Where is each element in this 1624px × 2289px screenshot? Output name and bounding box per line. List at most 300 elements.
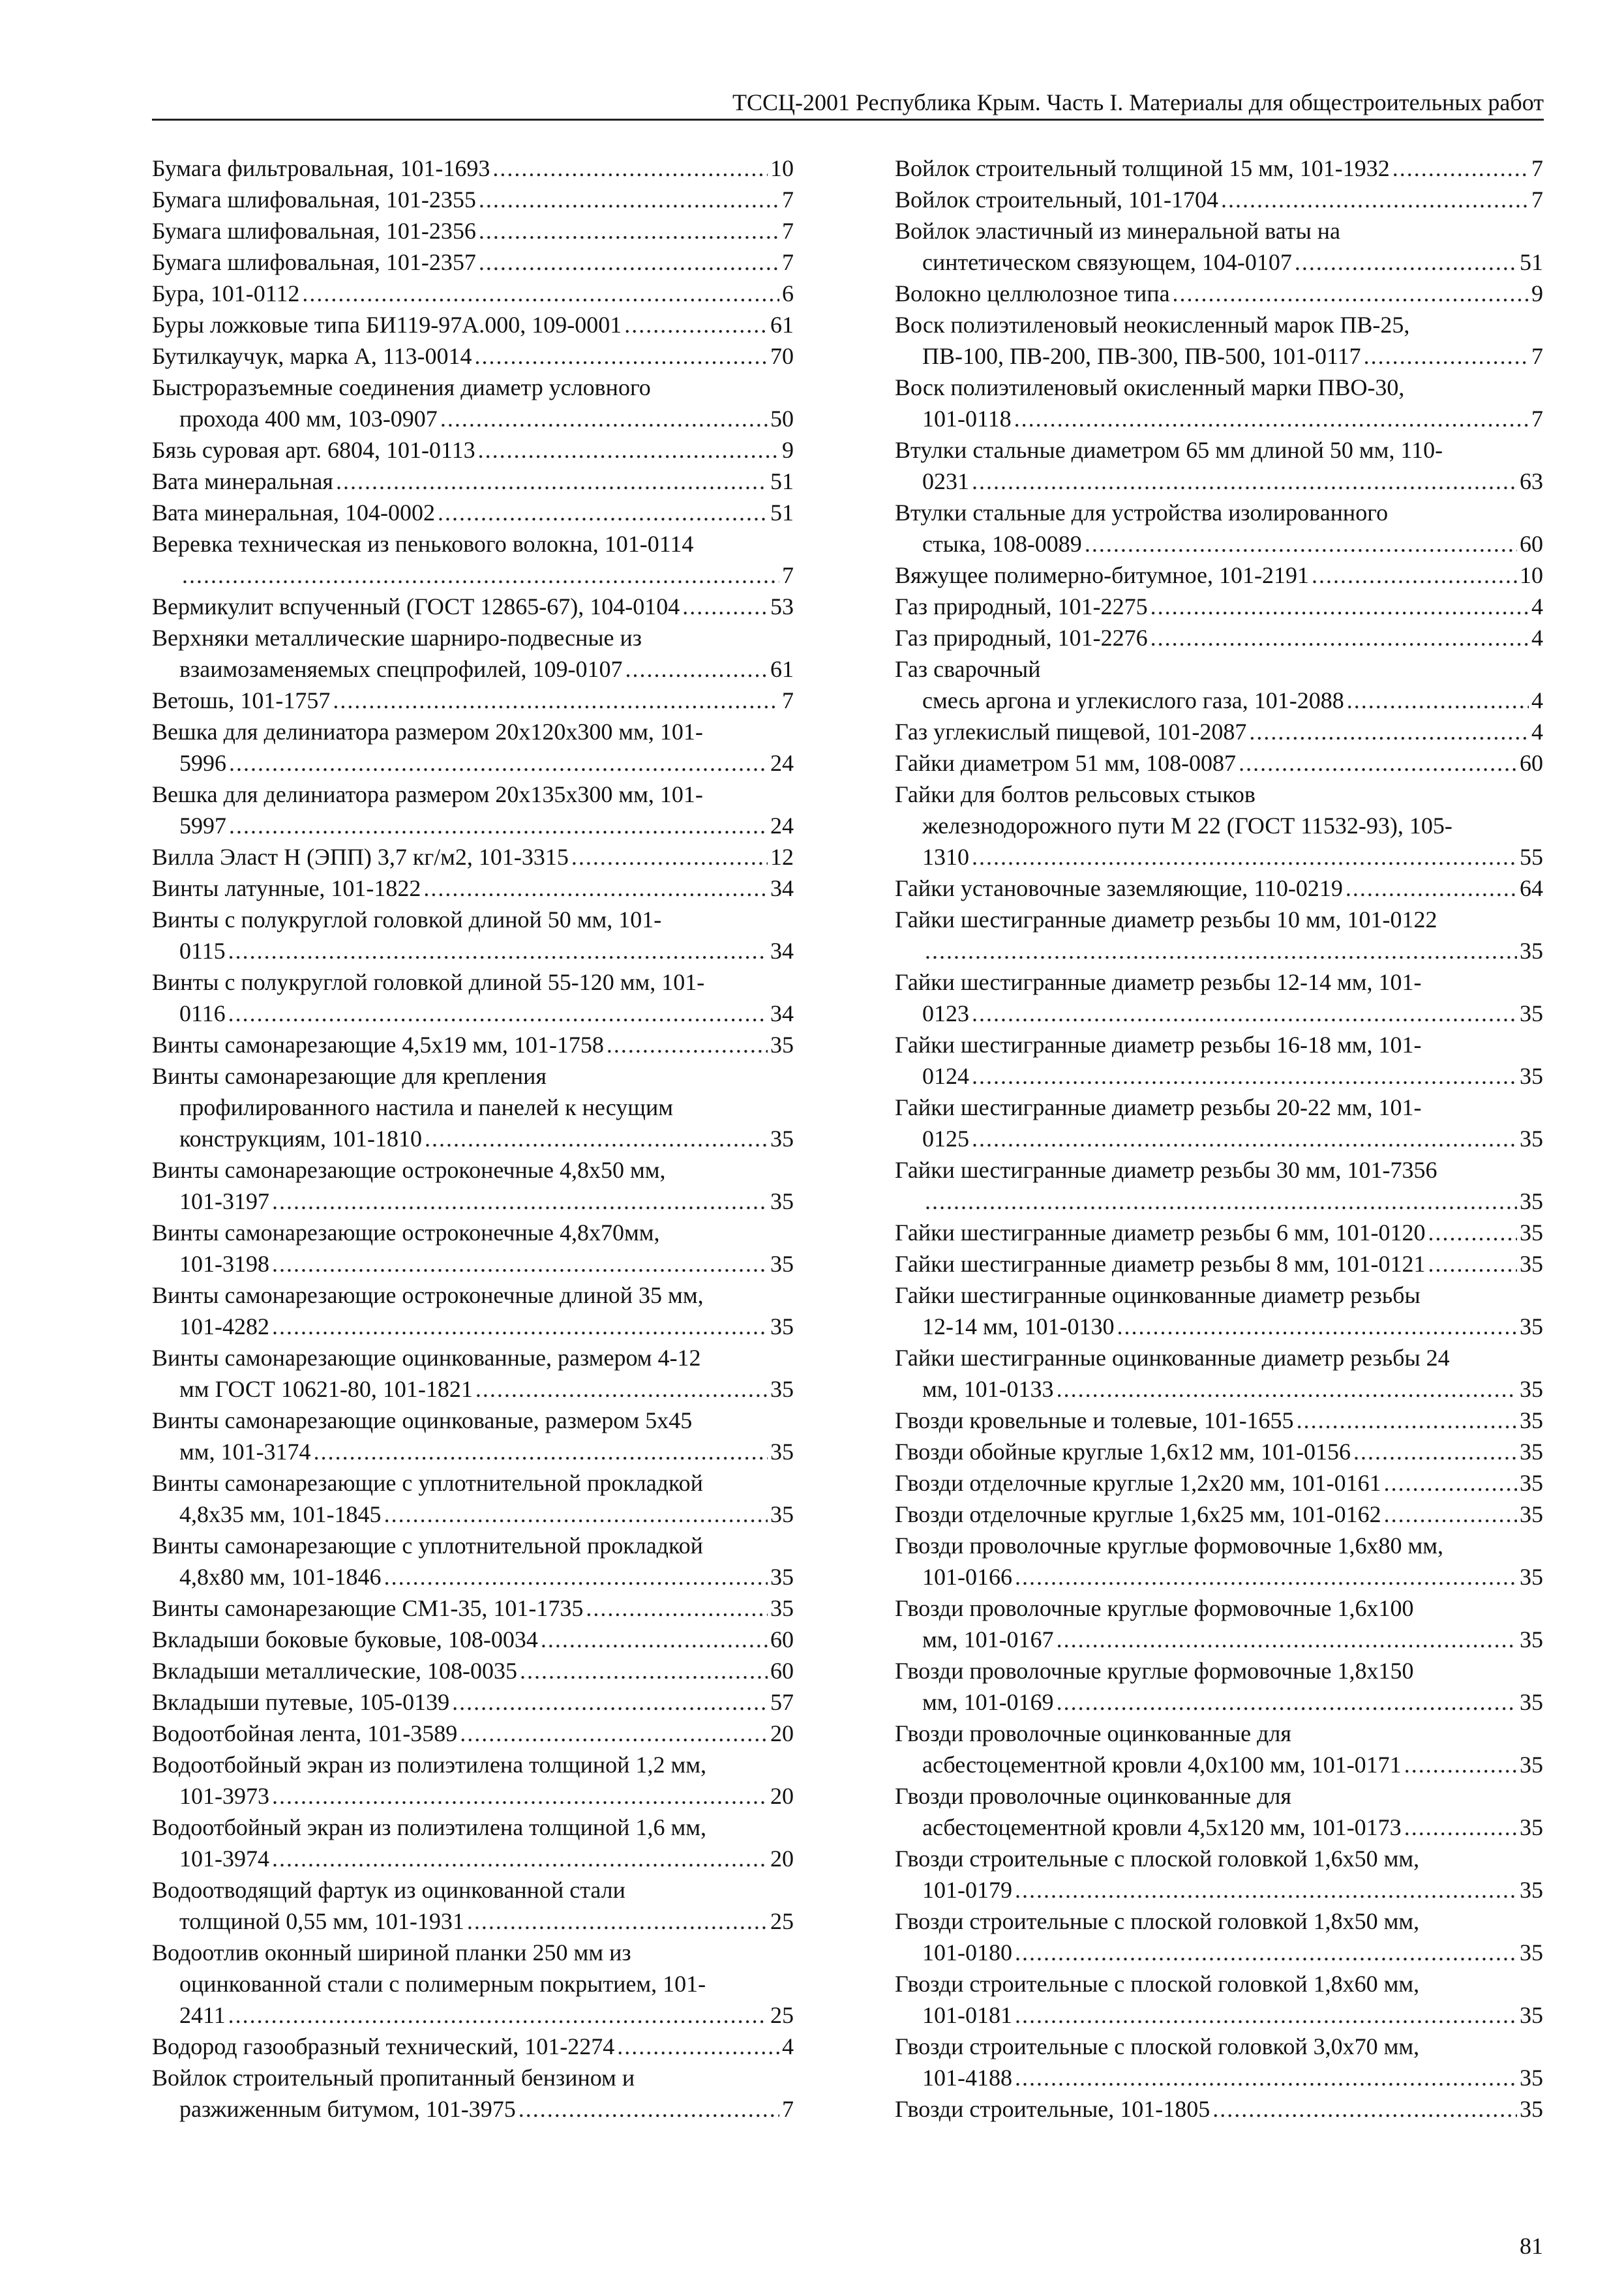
- entry-page-number: 60: [770, 1626, 794, 1653]
- entry-text: мм, 101-0167: [922, 1626, 1054, 1653]
- dot-leader: [1353, 1436, 1517, 1467]
- entry-line: [895, 1154, 1543, 1186]
- entry-page-number: 34: [770, 1000, 794, 1026]
- dot-leader: [972, 1060, 1517, 1092]
- entry-line: [895, 1405, 1543, 1436]
- entry-continuation-line: [895, 1561, 1543, 1593]
- entry-page-number: 53: [770, 593, 794, 620]
- entry-text: Газ природный, 101-2276: [895, 625, 1148, 651]
- index-entry: [152, 966, 794, 1029]
- index-entry: [895, 1906, 1543, 1968]
- dot-leader: [1015, 1561, 1517, 1593]
- entry-text: Гвозди проволочные круглые формовочные 1,6х80 мм,: [895, 1533, 1444, 1559]
- entry-text: 0231: [922, 468, 969, 494]
- entry-page-number: 7: [782, 2096, 794, 2122]
- entry-page-number: 7: [1531, 406, 1543, 432]
- dot-leader: [1428, 1217, 1517, 1248]
- entry-text: Винты самонарезающие для крепления: [152, 1063, 547, 1089]
- entry-text: мм, 101-0169: [922, 1689, 1054, 1715]
- entry-text: Бумага шлифовальная, 101-2357: [152, 249, 476, 275]
- entry-page-number: 55: [1520, 844, 1543, 870]
- dot-leader: [475, 1373, 768, 1405]
- index-entry: [895, 434, 1543, 497]
- entry-page-number: 61: [770, 656, 794, 682]
- entry-text: взаимозаменяемых спецпрофилей, 109-0107: [179, 656, 623, 682]
- entry-page-number: 35: [1520, 1626, 1543, 1653]
- dot-leader: [1428, 1248, 1517, 1279]
- entry-page-number: 35: [1520, 1752, 1543, 1778]
- index-entry: [895, 904, 1543, 966]
- entry-page-number: 60: [1520, 750, 1543, 776]
- entry-text: конструкциям, 101-1810: [179, 1126, 422, 1152]
- index-entry: [152, 434, 794, 466]
- dot-leader: [452, 1686, 768, 1718]
- dot-leader: [682, 591, 768, 622]
- entry-text: Ветошь, 101-1757: [152, 687, 331, 713]
- index-entry: [152, 215, 794, 247]
- dot-leader: [272, 1248, 768, 1279]
- entry-page-number: 4: [782, 2033, 794, 2059]
- entry-page-number: 51: [770, 500, 794, 526]
- entry-page-number: 7: [782, 249, 794, 275]
- entry-line: [895, 215, 1543, 247]
- entry-line: [895, 278, 1543, 309]
- entry-page-number: 4: [1531, 593, 1543, 620]
- entry-line: [895, 747, 1543, 779]
- entry-line: [152, 528, 794, 560]
- entry-line: [895, 1092, 1543, 1123]
- entry-line: [895, 904, 1543, 935]
- entry-continuation-line: [152, 1906, 794, 1937]
- dot-leader: [272, 1311, 768, 1342]
- dot-leader: [1015, 1999, 1517, 2031]
- entry-text: Гайки шестигранные диаметр резьбы 12-14 мм, 101-: [895, 969, 1422, 995]
- entry-text: Вкладыши путевые, 105-0139: [152, 1689, 450, 1715]
- dot-leader: [972, 466, 1517, 497]
- entry-text: асбестоцементной кровли 4,5х120 мм, 101-0173: [922, 1814, 1402, 1840]
- entry-text: Гайки шестигранные диаметр резьбы 8 мм, 101-0121: [895, 1251, 1426, 1277]
- entry-continuation-line: [895, 1311, 1543, 1342]
- entry-text: Водоотбойный экран из полиэтилена толщиной 1,6 мм,: [152, 1814, 707, 1840]
- dot-leader: [972, 841, 1517, 873]
- entry-continuation-line: [152, 810, 794, 841]
- entry-page-number: 35: [1520, 1877, 1543, 1903]
- index-entry: [152, 1812, 794, 1874]
- entry-page-number: 7: [782, 218, 794, 244]
- entry-text: Втулки стальные диаметром 65 мм длиной 50 мм, 110-: [895, 437, 1443, 463]
- index-entry: [895, 873, 1543, 904]
- entry-line: [152, 1593, 794, 1624]
- entry-text: 0124: [922, 1063, 969, 1089]
- entry-text: Войлок эластичный из минеральной ваты на: [895, 218, 1340, 244]
- entry-text: 101-3197: [179, 1188, 269, 1214]
- entry-text: мм, 101-3174: [179, 1439, 311, 1465]
- entry-text: Гвозди отделочные круглые 1,2х20 мм, 101-0161: [895, 1470, 1381, 1496]
- entry-line: [895, 2031, 1543, 2062]
- dot-leader: [607, 1029, 768, 1060]
- entry-line: [895, 2093, 1543, 2125]
- entry-page-number: 34: [770, 938, 794, 964]
- entry-text: Винты самонарезающие СМ1-35, 101-1735: [152, 1595, 584, 1621]
- index-entry: [895, 1843, 1543, 1906]
- entry-continuation-line: [895, 998, 1543, 1029]
- entry-page-number: 10: [770, 155, 794, 181]
- index-entry: [152, 716, 794, 779]
- entry-page-number: 61: [770, 312, 794, 338]
- entry-page-number: 35: [1520, 1219, 1543, 1246]
- entry-text: Винты латунные, 101-1822: [152, 875, 421, 901]
- entry-text: Гайки шестигранные оцинкованные диаметр резьбы: [895, 1282, 1421, 1308]
- entry-text: Воск полиэтиленовый окисленный марки ПВО-30,: [895, 374, 1405, 400]
- index-entry: [895, 1092, 1543, 1154]
- dot-leader: [1117, 1311, 1517, 1342]
- dot-leader: [272, 1843, 768, 1874]
- entry-text: Вата минеральная, 104-0002: [152, 500, 435, 526]
- index-entry: [152, 622, 794, 685]
- entry-text: Гвозди строительные, 101-1805: [895, 2096, 1210, 2122]
- index-entry: [895, 1342, 1543, 1405]
- entry-text: мм, 101-0133: [922, 1376, 1054, 1402]
- index-entry: [895, 278, 1543, 309]
- entry-text: 5996: [179, 750, 226, 776]
- index-entry: [152, 1342, 794, 1405]
- entry-text: Вешка для делиниатора размером 20х120х300 мм, 101-: [152, 719, 703, 745]
- entry-page-number: 35: [770, 1126, 794, 1152]
- entry-text: Водоотводящий фартук из оцинкованной стали: [152, 1877, 625, 1903]
- index-entry: [152, 153, 794, 184]
- entry-continuation-line: [152, 1436, 794, 1467]
- entry-page-number: 35: [1520, 1251, 1543, 1277]
- index-entry: [895, 372, 1543, 434]
- entry-page-number: 51: [770, 468, 794, 494]
- index-entry: [895, 1248, 1543, 1279]
- entry-page-number: 35: [1520, 2065, 1543, 2091]
- index-entry: [895, 215, 1543, 278]
- entry-page-number: 63: [1520, 468, 1543, 494]
- index-entry: [895, 1217, 1543, 1248]
- dot-leader: [972, 1123, 1517, 1154]
- dot-leader: [925, 935, 1517, 966]
- entry-text: 101-4282: [179, 1313, 269, 1339]
- index-entry: [152, 1029, 794, 1060]
- index-entry: [895, 1530, 1543, 1593]
- entry-continuation-line: [152, 1843, 794, 1874]
- entry-line: [895, 560, 1543, 591]
- entry-line: [895, 591, 1543, 622]
- entry-page-number: 35: [770, 1251, 794, 1277]
- entry-continuation-line: [152, 653, 794, 685]
- entry-continuation-line: [895, 1812, 1543, 1843]
- dot-leader: [492, 153, 768, 184]
- index-entry: [152, 247, 794, 278]
- index-entry: [895, 1968, 1543, 2031]
- entry-text: ПВ-100, ПВ-200, ПВ-300, ПВ-500, 101-0117: [922, 343, 1361, 369]
- index-entry: [152, 1405, 794, 1467]
- entry-continuation-line: [895, 1749, 1543, 1780]
- entry-text: смесь аргона и углекислого газа, 101-2088: [922, 687, 1344, 713]
- index-entry: [895, 1499, 1543, 1530]
- dot-leader: [478, 434, 779, 466]
- entry-page-number: 9: [1531, 280, 1543, 307]
- index-entry: [152, 591, 794, 622]
- dot-leader: [1404, 1749, 1517, 1780]
- entry-text: Гвозди строительные с плоской головкой 1,6х50 мм,: [895, 1846, 1420, 1872]
- index-entry: [895, 716, 1543, 747]
- entry-line: [152, 1060, 794, 1092]
- entry-page-number: 64: [1520, 875, 1543, 901]
- entry-page-number: 35: [1520, 1376, 1543, 1402]
- entry-page-number: 20: [770, 1783, 794, 1809]
- entry-line: [895, 309, 1543, 340]
- entry-line: [152, 309, 794, 340]
- entry-text: 0116: [179, 1000, 226, 1026]
- entry-continuation-line: [152, 403, 794, 434]
- dot-leader: [541, 1624, 768, 1655]
- index-entry: [895, 497, 1543, 560]
- entry-text: Бура, 101-0112: [152, 280, 300, 307]
- entry-text: разжиженным битумом, 101-3975: [179, 2096, 516, 2122]
- entry-line: [152, 779, 794, 810]
- entry-text: Бутилкаучук, марка А, 113-0014: [152, 343, 472, 369]
- entry-continuation-line: [152, 2093, 794, 2125]
- entry-text: Водород газообразный технический, 101-2274: [152, 2033, 615, 2059]
- index-entry: [152, 873, 794, 904]
- entry-line: [152, 966, 794, 998]
- entry-text: Вермикулит вспученный (ГОСТ 12865-67), 104-0104: [152, 593, 680, 620]
- entry-page-number: 24: [770, 813, 794, 839]
- entry-text: железнодорожного пути М 22 (ГОСТ 11532-93), 105-: [922, 813, 1452, 839]
- entry-text: Гайки шестигранные оцинкованные диаметр резьбы 24: [895, 1345, 1450, 1371]
- entry-page-number: 35: [1520, 1313, 1543, 1339]
- entry-text: Гайки шестигранные диаметр резьбы 30 мм, 101-7356: [895, 1157, 1437, 1183]
- index-entry: [152, 1217, 794, 1279]
- entry-text: 101-3973: [179, 1783, 269, 1809]
- entry-page-number: 34: [770, 875, 794, 901]
- entry-page-number: 7: [1531, 187, 1543, 213]
- entry-text: Винты самонарезающие остроконечные длиной 35 мм,: [152, 1282, 704, 1308]
- dot-leader: [1364, 340, 1529, 372]
- entry-page-number: 35: [1520, 2002, 1543, 2028]
- entry-text: Винты с полукруглой головкой длиной 55-120 мм, 101-: [152, 969, 705, 995]
- page-number: 81: [1520, 2233, 1543, 2259]
- entry-continuation-line: [895, 1060, 1543, 1092]
- index-entry: [152, 309, 794, 340]
- entry-page-number: 35: [1520, 1470, 1543, 1496]
- entry-continuation-line: [152, 560, 794, 591]
- dot-leader: [1346, 873, 1517, 904]
- dot-leader: [1312, 560, 1517, 591]
- dot-leader: [1015, 2062, 1517, 2093]
- dot-leader: [336, 466, 768, 497]
- dot-leader: [571, 841, 768, 873]
- entry-text: 101-4188: [922, 2065, 1012, 2091]
- entry-continuation-line: [895, 466, 1543, 497]
- entry-line: [895, 1843, 1543, 1874]
- entry-page-number: 35: [1520, 1564, 1543, 1590]
- entry-page-number: 9: [782, 437, 794, 463]
- entry-page-number: 35: [1520, 1126, 1543, 1152]
- entry-continuation-line: [895, 1874, 1543, 1906]
- entry-text: Вкладыши боковые буковые, 108-0034: [152, 1626, 538, 1653]
- entry-line: [152, 1029, 794, 1060]
- entry-text: профилированного настила и панелей к несущим: [179, 1094, 674, 1120]
- entry-line: [152, 1812, 794, 1843]
- entry-text: Гвозди обойные круглые 1,6х12 мм, 101-0156: [895, 1439, 1351, 1465]
- entry-text: 0123: [922, 1000, 969, 1026]
- entry-continuation-line: [895, 1123, 1543, 1154]
- index-entry: [152, 372, 794, 434]
- entry-text: Войлок строительный пропитанный бензином и: [152, 2065, 635, 2091]
- entry-line: [895, 184, 1543, 215]
- entry-text: Гайки для болтов рельсовых стыков: [895, 781, 1256, 807]
- entry-text: Бязь суровая арт. 6804, 101-0113: [152, 437, 475, 463]
- index-entry: [152, 779, 794, 841]
- dot-leader: [624, 309, 768, 340]
- entry-page-number: 7: [1531, 343, 1543, 369]
- entry-text: Гайки шестигранные диаметр резьбы 20-22 мм, 101-: [895, 1094, 1422, 1120]
- dot-leader: [425, 1123, 768, 1154]
- entry-text: Гвозди строительные с плоской головкой 1,8х50 мм,: [895, 1908, 1420, 1934]
- entry-page-number: 35: [1520, 1439, 1543, 1465]
- entry-text: Вкладыши металлические, 108-0035: [152, 1658, 518, 1684]
- entry-page-number: 35: [1520, 1939, 1543, 1966]
- entry-text: Гвозди проволочные оцинкованные для: [895, 1720, 1291, 1746]
- entry-continuation-line: [152, 998, 794, 1029]
- dot-leader: [1015, 1874, 1517, 1906]
- entry-text: 0115: [179, 938, 226, 964]
- entry-line: [152, 1342, 794, 1373]
- dot-leader: [1014, 403, 1529, 434]
- entry-text: Гвозди кровельные и толевые, 101-1655: [895, 1407, 1294, 1433]
- entry-line: [895, 966, 1543, 998]
- index-entry: [895, 747, 1543, 779]
- dot-leader: [1392, 153, 1529, 184]
- dot-leader: [467, 1906, 768, 1937]
- dot-leader: [228, 935, 768, 966]
- entry-text: 4,8х80 мм, 101-1846: [179, 1564, 382, 1590]
- dot-leader: [617, 2031, 779, 2062]
- entry-line: [152, 1937, 794, 1968]
- dot-leader: [1150, 591, 1529, 622]
- entry-text: Буры ложковые типа БИ119-97А.000, 109-0001: [152, 312, 622, 338]
- entry-continuation-line: [895, 340, 1543, 372]
- index-entry: [152, 497, 794, 528]
- dot-leader: [520, 1655, 768, 1686]
- header-title: ТССЦ-2001 Республика Крым. Часть I. Материалы для общестроительных работ: [732, 89, 1544, 115]
- dot-leader: [423, 873, 768, 904]
- index-entry: [152, 904, 794, 966]
- entry-page-number: 24: [770, 750, 794, 776]
- index-entry: [152, 1467, 794, 1530]
- entry-page-number: 35: [1520, 1689, 1543, 1715]
- index-entry: [895, 560, 1543, 591]
- index-entry: [152, 528, 794, 591]
- entry-text: Вяжущее полимерно-битумное, 101-2191: [895, 562, 1309, 588]
- entry-line: [152, 591, 794, 622]
- dot-leader: [925, 1186, 1517, 1217]
- entry-text: прохода 400 мм, 103-0907: [179, 406, 438, 432]
- entry-page-number: 35: [770, 1376, 794, 1402]
- entry-text: синтетическом связующем, 104-0107: [922, 249, 1292, 275]
- entry-page-number: 70: [770, 343, 794, 369]
- dot-leader: [182, 560, 779, 591]
- entry-line: [152, 372, 794, 403]
- entry-continuation-line: [895, 810, 1543, 841]
- dot-leader: [972, 998, 1517, 1029]
- entry-line: [152, 1405, 794, 1436]
- dot-leader: [586, 1593, 768, 1624]
- entry-continuation-line: [895, 528, 1543, 560]
- entry-line: [152, 1467, 794, 1499]
- entry-page-number: 7: [782, 687, 794, 713]
- entry-text: Гвозди проволочные круглые формовочные 1,8х150: [895, 1658, 1414, 1684]
- entry-line: [152, 1686, 794, 1718]
- entry-text: Вешка для делиниатора размером 20х135х300 мм, 101-: [152, 781, 703, 807]
- index-entry: [895, 779, 1543, 873]
- dot-leader: [333, 685, 779, 716]
- entry-continuation-line: [152, 1311, 794, 1342]
- entry-text: Гайки установочные заземляющие, 110-0219: [895, 875, 1343, 901]
- entry-text: Винты самонарезающие оцинкованные, размером 4-12: [152, 1345, 701, 1371]
- index-entry: [895, 1436, 1543, 1467]
- entry-page-number: 35: [1520, 1188, 1543, 1214]
- entry-line: [152, 1279, 794, 1311]
- entry-continuation-line: [152, 1499, 794, 1530]
- entry-page-number: 7: [1531, 155, 1543, 181]
- entry-page-number: 51: [1520, 249, 1543, 275]
- entry-text: Гайки шестигранные диаметр резьбы 10 мм, 101-0122: [895, 906, 1437, 933]
- dot-leader: [1085, 528, 1517, 560]
- entry-continuation-line: [895, 935, 1543, 966]
- entry-line: [895, 1467, 1543, 1499]
- entry-text: 101-3198: [179, 1251, 269, 1277]
- entry-continuation-line: [895, 1999, 1543, 2031]
- entry-continuation-line: [152, 935, 794, 966]
- entry-line: [895, 1248, 1543, 1279]
- entry-page-number: 35: [1520, 2096, 1543, 2122]
- dot-leader: [228, 998, 768, 1029]
- index-entry: [152, 1060, 794, 1154]
- index-entry: [895, 1279, 1543, 1342]
- entry-text: Газ природный, 101-2275: [895, 593, 1148, 620]
- index-entry: [895, 1718, 1543, 1780]
- entry-continuation-line: [895, 1624, 1543, 1655]
- dot-leader: [302, 278, 779, 309]
- entry-line: [152, 153, 794, 184]
- entry-continuation-line: [152, 1968, 794, 1999]
- entry-line: [152, 1874, 794, 1906]
- index-entry: [152, 685, 794, 716]
- entry-text: 1310: [922, 844, 969, 870]
- entry-line: [152, 2062, 794, 2093]
- entry-continuation-line: [895, 1373, 1543, 1405]
- entry-page-number: 35: [1520, 1814, 1543, 1840]
- entry-page-number: 10: [1520, 562, 1543, 588]
- entry-continuation-line: [895, 2062, 1543, 2093]
- entry-text: Волокно целлюлозное типа: [895, 280, 1170, 307]
- dot-leader: [384, 1561, 768, 1593]
- entry-text: Бумага фильтровальная, 101-1693: [152, 155, 490, 181]
- entry-line: [152, 841, 794, 873]
- entry-line: [895, 1279, 1543, 1311]
- entry-text: Войлок строительный, 101-1704: [895, 187, 1218, 213]
- entry-page-number: 60: [770, 1658, 794, 1684]
- index-column-left: [152, 153, 794, 2125]
- entry-page-number: 4: [1531, 625, 1543, 651]
- entry-page-number: 57: [770, 1689, 794, 1715]
- page-header: [152, 86, 1544, 121]
- entry-continuation-line: [152, 1780, 794, 1812]
